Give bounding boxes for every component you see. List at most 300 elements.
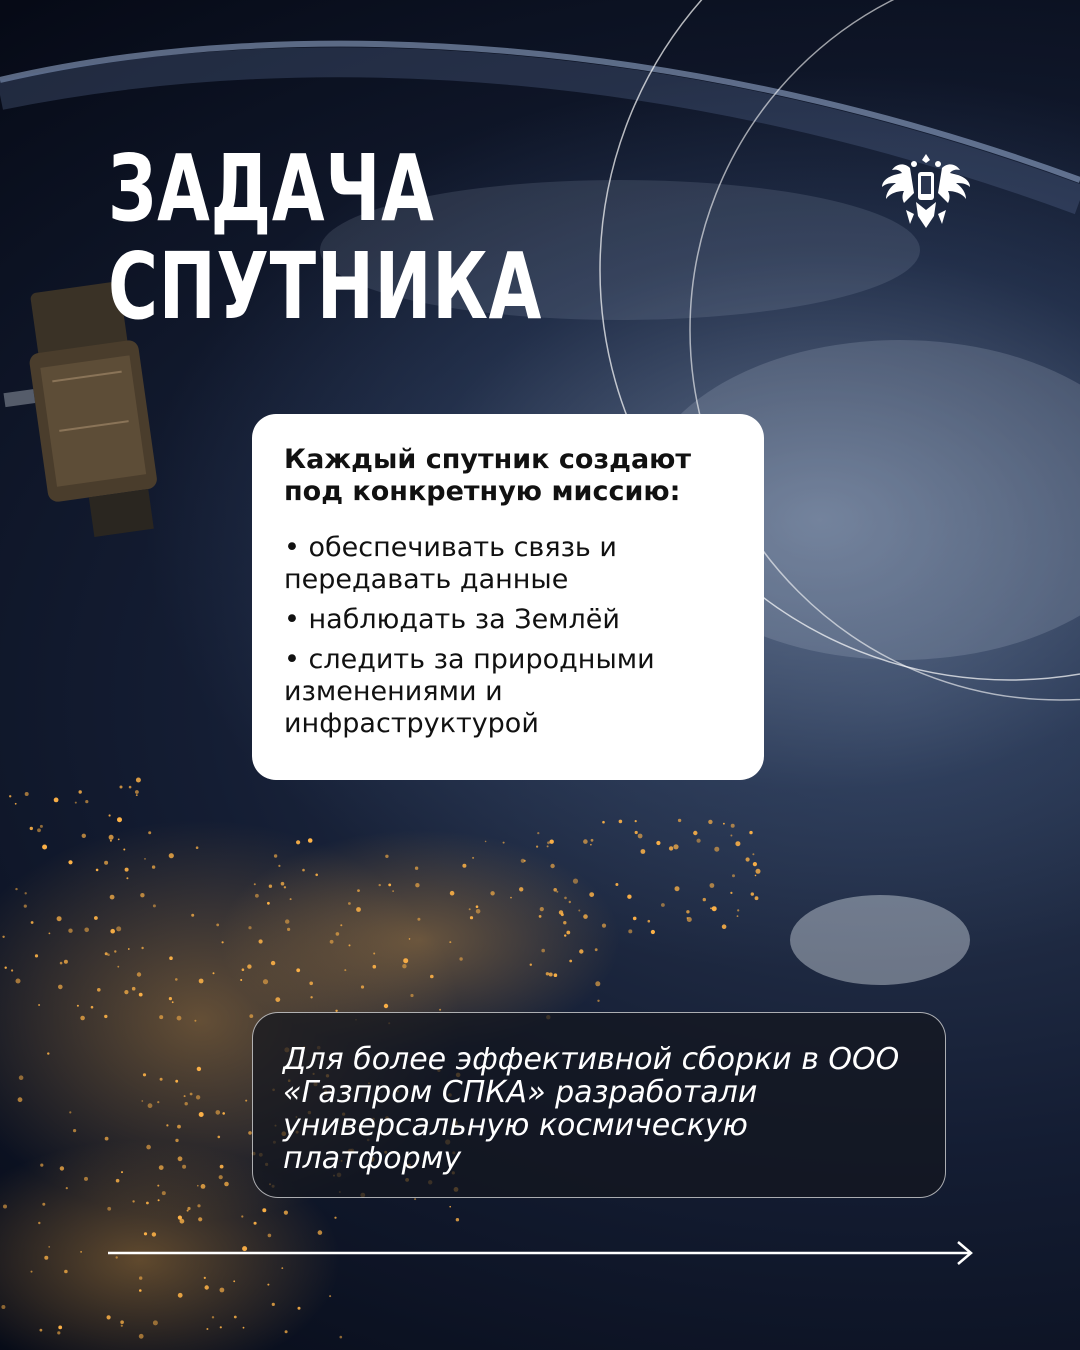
city-light	[80, 1251, 82, 1253]
city-light	[234, 1316, 237, 1319]
city-light	[272, 1303, 275, 1306]
city-light	[539, 915, 542, 918]
city-light	[595, 948, 598, 951]
city-light	[190, 1093, 193, 1096]
city-light	[182, 1165, 186, 1169]
city-light	[153, 1320, 158, 1325]
city-light	[687, 917, 689, 919]
city-light	[710, 907, 712, 909]
city-light	[148, 831, 151, 834]
city-light	[213, 972, 215, 974]
city-light	[392, 890, 394, 892]
city-light	[60, 962, 63, 965]
city-light	[656, 841, 660, 845]
city-light	[732, 874, 735, 877]
city-light	[697, 839, 701, 843]
city-light	[75, 802, 77, 804]
city-light	[40, 825, 43, 828]
city-light	[184, 1095, 186, 1097]
city-light	[157, 1185, 159, 1187]
city-light	[564, 897, 567, 900]
city-light	[602, 821, 605, 824]
city-light	[373, 965, 377, 969]
city-light	[5, 967, 7, 969]
city-light	[430, 975, 434, 979]
city-light	[459, 957, 462, 960]
city-light	[91, 1006, 94, 1009]
city-light	[178, 1293, 183, 1298]
city-light	[15, 803, 17, 805]
city-light	[414, 1198, 416, 1200]
city-light	[284, 1211, 288, 1215]
city-light	[602, 924, 606, 928]
city-light	[248, 926, 251, 929]
city-light	[678, 819, 681, 822]
city-light	[254, 1222, 257, 1225]
city-light	[69, 1111, 71, 1113]
city-light	[549, 973, 553, 977]
city-light	[450, 891, 455, 896]
city-light	[73, 1129, 76, 1132]
city-light	[97, 988, 101, 992]
city-light	[2, 936, 4, 938]
city-light	[110, 840, 112, 842]
city-light	[583, 839, 588, 844]
city-light	[274, 854, 277, 857]
city-light	[60, 1166, 64, 1170]
city-light	[125, 868, 129, 872]
city-light	[82, 834, 86, 838]
city-light	[178, 1156, 183, 1161]
city-light	[308, 838, 313, 843]
city-light	[146, 1202, 149, 1205]
city-light	[563, 921, 566, 924]
city-light	[159, 1015, 163, 1019]
city-light	[755, 875, 757, 877]
city-light	[537, 832, 539, 834]
city-light	[199, 1112, 204, 1117]
city-light	[212, 1316, 214, 1318]
city-light	[58, 1326, 62, 1330]
city-light	[318, 1230, 323, 1235]
city-light	[712, 906, 717, 911]
city-light	[116, 926, 121, 931]
city-light	[635, 831, 638, 834]
city-light	[77, 1005, 79, 1007]
city-light	[124, 990, 128, 994]
city-light	[519, 887, 523, 891]
city-light	[152, 1232, 156, 1236]
city-light	[589, 892, 594, 897]
city-light	[633, 917, 637, 921]
city-light	[120, 786, 123, 789]
city-light	[583, 914, 588, 919]
city-light	[58, 985, 63, 990]
city-light	[117, 817, 122, 822]
city-light	[730, 892, 732, 894]
city-light	[94, 916, 98, 920]
city-light	[752, 853, 754, 855]
city-light	[751, 892, 754, 895]
city-light	[564, 934, 566, 936]
city-light	[309, 982, 313, 986]
city-light	[730, 835, 732, 837]
city-light	[722, 924, 727, 929]
city-light	[661, 903, 665, 907]
city-light	[569, 960, 572, 963]
city-light	[139, 1334, 144, 1339]
city-light	[11, 969, 13, 971]
city-light	[271, 961, 275, 965]
city-light	[638, 834, 643, 839]
city-light	[136, 794, 138, 796]
city-light	[648, 920, 651, 923]
city-light	[578, 910, 580, 912]
city-light	[141, 1100, 143, 1102]
city-light	[550, 840, 554, 844]
city-light	[177, 1125, 181, 1129]
city-light	[296, 840, 300, 844]
city-light	[547, 845, 549, 847]
city-light	[191, 914, 194, 917]
city-light	[178, 1216, 182, 1220]
city-light	[84, 928, 89, 933]
city-light	[204, 1277, 206, 1279]
city-light	[116, 1179, 120, 1183]
city-light	[42, 1203, 45, 1206]
city-light	[249, 1014, 253, 1018]
city-light	[123, 849, 125, 851]
city-light	[547, 841, 550, 844]
city-light	[139, 1276, 142, 1279]
city-light	[336, 932, 340, 936]
city-light	[160, 1078, 163, 1081]
city-light	[117, 966, 119, 968]
city-light	[197, 1204, 200, 1207]
city-light	[129, 786, 132, 789]
city-light	[198, 1217, 202, 1221]
city-light	[566, 931, 570, 935]
platform-note: Для более эффективной сборки в ООО «Газпром СПКА» разработали универсальную космическую платформу	[252, 1012, 946, 1198]
city-light	[635, 820, 637, 822]
city-light	[54, 798, 59, 803]
city-light	[615, 883, 618, 886]
city-light	[714, 847, 719, 852]
city-light	[169, 956, 173, 960]
city-light	[137, 972, 141, 976]
city-light	[550, 864, 554, 868]
city-light	[144, 1232, 147, 1235]
city-light	[573, 879, 578, 884]
city-light	[619, 820, 623, 824]
city-light	[220, 1165, 224, 1169]
city-light	[541, 949, 545, 953]
city-light	[708, 820, 712, 824]
city-light	[68, 929, 72, 933]
city-light	[219, 1175, 223, 1179]
city-light	[158, 1199, 160, 1201]
city-light	[746, 857, 750, 861]
city-light	[259, 939, 263, 943]
city-light	[269, 885, 272, 888]
city-light	[241, 1215, 243, 1217]
city-light	[105, 952, 108, 955]
city-light	[132, 987, 136, 991]
city-light	[673, 844, 678, 849]
city-light	[233, 1280, 235, 1282]
city-light	[96, 869, 99, 872]
city-light	[530, 964, 532, 966]
city-light	[218, 1136, 221, 1139]
city-light	[402, 964, 406, 968]
city-light	[579, 949, 583, 953]
city-light	[731, 824, 735, 828]
city-light	[536, 846, 538, 848]
city-light	[385, 855, 388, 858]
city-light	[334, 1217, 336, 1219]
city-light	[449, 1206, 451, 1208]
city-light	[357, 889, 360, 892]
city-light	[24, 905, 27, 908]
city-light	[749, 831, 752, 834]
city-light	[185, 1102, 188, 1105]
city-light	[57, 916, 62, 921]
city-light	[651, 930, 655, 934]
city-light	[222, 1112, 225, 1115]
city-light	[135, 790, 139, 794]
city-light	[153, 904, 156, 907]
title-line-2: СПУТНИКА	[108, 233, 543, 340]
city-light	[194, 1020, 196, 1022]
city-light	[415, 867, 418, 870]
city-light	[169, 997, 172, 1000]
city-light	[540, 907, 544, 911]
city-light	[187, 1207, 190, 1210]
city-light	[169, 853, 174, 858]
city-light	[330, 940, 334, 944]
title-line-1: ЗАДАЧА	[108, 135, 435, 242]
city-light	[220, 1288, 225, 1293]
city-light	[25, 792, 29, 796]
city-light	[80, 1016, 85, 1021]
city-light	[329, 1295, 331, 1297]
city-light	[206, 1328, 208, 1330]
city-light	[710, 883, 715, 888]
city-light	[703, 898, 706, 901]
city-light	[254, 883, 256, 885]
city-light	[197, 1185, 199, 1187]
city-light	[109, 814, 111, 816]
city-light	[388, 884, 391, 887]
city-light	[38, 1004, 40, 1006]
city-light	[175, 1080, 178, 1083]
city-light	[31, 921, 34, 924]
city-light	[755, 896, 759, 900]
city-light	[485, 841, 487, 843]
city-light	[439, 1009, 441, 1011]
city-light	[641, 849, 646, 854]
arrow-right-icon[interactable]	[108, 1238, 976, 1270]
city-light	[172, 1001, 174, 1003]
city-light	[152, 865, 155, 868]
city-light	[409, 938, 411, 940]
city-light	[148, 1103, 153, 1108]
city-light	[159, 1165, 164, 1170]
city-light	[267, 1284, 269, 1286]
city-light	[456, 1218, 459, 1221]
city-light	[140, 893, 144, 897]
city-light	[737, 915, 739, 917]
city-light	[35, 954, 38, 957]
city-light	[669, 846, 673, 850]
city-light	[476, 909, 481, 914]
city-light	[197, 1067, 201, 1071]
city-light	[144, 858, 146, 860]
city-light	[285, 1330, 288, 1333]
city-light	[146, 1145, 151, 1150]
city-light	[79, 790, 82, 793]
list-item: • наблюдать за Землёй	[284, 604, 620, 635]
mission-card	[252, 414, 764, 780]
city-light	[472, 857, 474, 859]
city-light	[756, 869, 761, 874]
city-light	[85, 800, 88, 803]
city-light	[349, 944, 351, 946]
city-light	[57, 1331, 60, 1334]
city-light	[220, 1326, 222, 1328]
city-light	[3, 1205, 7, 1209]
city-light	[287, 928, 290, 931]
city-light	[569, 901, 571, 903]
city-light	[136, 778, 141, 783]
city-light	[224, 1182, 229, 1187]
city-light	[735, 841, 740, 846]
city-light	[114, 950, 116, 952]
city-light	[290, 898, 292, 900]
city-light	[298, 1307, 301, 1310]
city-light	[243, 1327, 245, 1329]
city-light	[19, 1075, 24, 1080]
city-light	[524, 860, 526, 862]
city-light	[30, 827, 33, 830]
city-light	[205, 1285, 209, 1289]
city-light	[737, 909, 739, 911]
city-light	[110, 929, 115, 934]
city-light	[44, 1256, 48, 1260]
city-light	[410, 994, 413, 997]
city-light	[340, 1336, 343, 1339]
city-light	[222, 941, 224, 943]
city-light	[162, 1191, 166, 1195]
city-light	[110, 895, 115, 900]
city-light	[490, 891, 494, 895]
city-light	[462, 864, 466, 868]
city-light	[196, 1095, 200, 1099]
city-light	[503, 842, 505, 844]
city-light	[753, 862, 757, 866]
city-light	[296, 968, 300, 972]
city-light	[546, 972, 549, 975]
city-light	[139, 1289, 142, 1292]
city-light	[128, 948, 130, 950]
city-light	[373, 953, 375, 955]
city-light	[143, 1073, 146, 1076]
city-light	[49, 933, 51, 935]
city-light	[348, 902, 351, 905]
city-light	[361, 985, 364, 988]
city-light	[107, 1207, 111, 1211]
city-light	[216, 1110, 221, 1115]
city-light	[64, 960, 68, 964]
city-light	[16, 979, 21, 984]
city-light	[554, 973, 558, 977]
card-heading: Каждый спутник создают под конкретную миссию:	[284, 444, 692, 507]
city-light	[121, 1325, 123, 1327]
double-headed-eagle-emblem-icon	[880, 150, 972, 232]
city-light	[723, 823, 725, 825]
city-light	[267, 902, 270, 905]
city-light	[64, 1270, 68, 1274]
city-light	[247, 964, 251, 968]
city-light	[627, 895, 631, 899]
city-light	[591, 839, 594, 842]
city-light	[240, 979, 242, 981]
city-light	[177, 1016, 182, 1021]
city-light	[9, 795, 11, 797]
city-light	[268, 1234, 272, 1238]
city-light	[469, 908, 471, 910]
city-light	[126, 877, 128, 879]
city-light	[104, 861, 108, 865]
city-light	[15, 888, 17, 890]
city-light	[25, 892, 27, 894]
city-light	[120, 1320, 124, 1324]
city-light	[199, 979, 204, 984]
city-light	[344, 969, 346, 971]
city-light	[285, 919, 289, 923]
city-light	[31, 1271, 33, 1273]
city-light	[278, 865, 280, 867]
city-light	[310, 996, 312, 998]
city-light	[340, 924, 342, 926]
city-light	[40, 1329, 43, 1332]
city-light	[556, 891, 558, 893]
city-light	[166, 1124, 168, 1126]
city-light	[628, 929, 632, 933]
city-light	[693, 831, 697, 835]
city-light	[281, 882, 285, 886]
city-light	[262, 1208, 266, 1212]
city-light	[47, 1052, 49, 1054]
city-light	[118, 839, 120, 841]
city-light	[187, 1210, 189, 1212]
city-light	[315, 874, 318, 877]
city-light	[216, 924, 219, 927]
mission-list	[284, 532, 734, 740]
city-light	[105, 1137, 109, 1141]
city-light	[356, 907, 361, 912]
city-light	[242, 968, 245, 971]
city-light	[595, 981, 600, 986]
city-light	[415, 883, 419, 887]
city-light	[255, 894, 259, 898]
city-light	[196, 846, 199, 849]
city-light	[275, 997, 280, 1002]
city-light	[48, 1246, 50, 1248]
city-light	[132, 1200, 134, 1202]
city-light	[121, 1171, 123, 1173]
city-light	[18, 1097, 23, 1102]
